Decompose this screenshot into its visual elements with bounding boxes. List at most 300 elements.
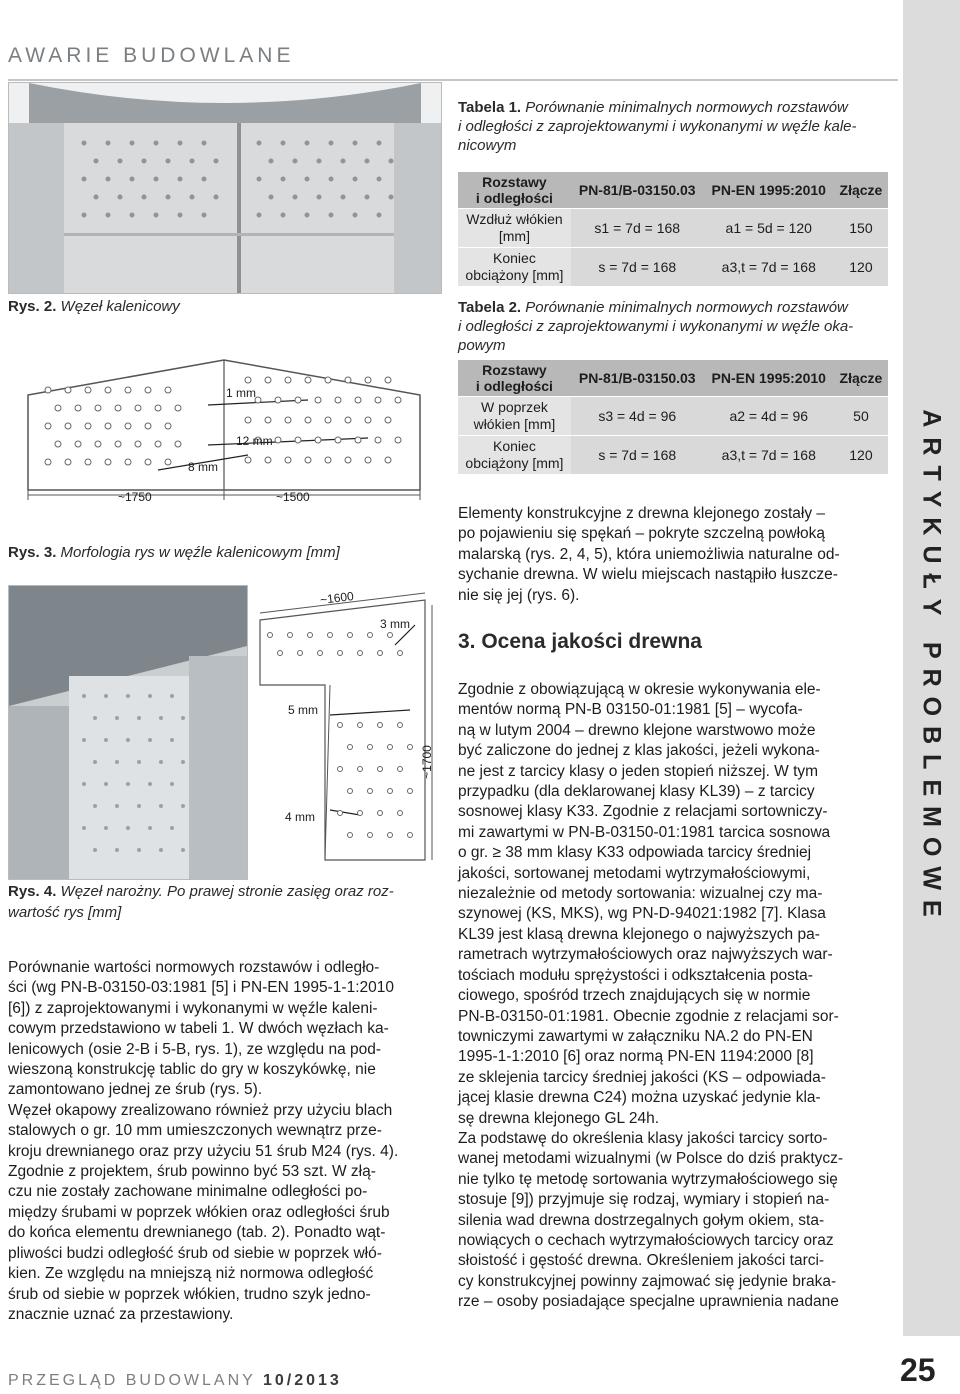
bolt-dot [348, 633, 353, 638]
right_text_b-line: jącej klasie drewna C24) można uzyskać jedynie kla- [458, 1089, 821, 1107]
journal-name: PRZEGLĄD BUDOWLANY [8, 1372, 256, 1389]
bolt-dot [170, 826, 174, 830]
bolt-dot [82, 694, 86, 698]
bolt-dot [265, 457, 271, 463]
bolt-dot [295, 437, 301, 443]
bolt-dot [181, 716, 185, 720]
bolt-dot [93, 804, 97, 808]
bolt-dot [94, 159, 99, 164]
bolt-dot [358, 723, 363, 728]
bolt-dot [105, 387, 111, 393]
left_text-line: Porównanie wartości normowych rozstawów i odległo- [8, 959, 380, 976]
bolt-dot [170, 694, 174, 698]
table-cell: s3 = 4d = 96 [598, 408, 677, 424]
bolt-dot [85, 387, 91, 393]
table-1-caption-line-1: Porównanie minimalnych normowych rozstawów [525, 99, 848, 116]
bolt-dot [348, 833, 353, 838]
bolt-dot [375, 437, 381, 443]
right_text_b-line: ne jest z tarcicy klasy o jeden stopień niższej. W tym [458, 762, 819, 780]
crack-label-8mm: 8 mm [188, 460, 218, 474]
left_text-line: stalowych o gr. 10 mm umieszczonych wewnątrz prze- [8, 1122, 382, 1140]
bolt-dot [82, 782, 86, 786]
bolt-dot [305, 377, 311, 383]
bolt-dot [375, 397, 381, 403]
dimension-side: ~1700 [419, 745, 434, 779]
bolt-dot [325, 417, 331, 423]
table-cell: s1 = 7d = 168 [594, 220, 681, 236]
left_text-line: [6]) z zaprojektowanymi i wykonanymi w węźle kaleni- [8, 999, 378, 1017]
bolt-dot [257, 213, 262, 218]
left_text-line: ści (wg PN-B-03150-03:1981 [5] i PN-EN 1995-1-1:2010 [8, 979, 394, 997]
table-header-cell: PN-81/B-03150.03 [571, 360, 704, 397]
bolt-dot [155, 441, 161, 447]
bolt-dot [118, 195, 123, 200]
bolt-dot [159, 760, 163, 764]
left_text-line: zamontowano jednej ze śrub (rys. 5). [8, 1081, 263, 1099]
bolt-dot [353, 141, 358, 146]
bolt-dot [82, 177, 87, 182]
bolt-dot [315, 437, 321, 443]
bolt-dot [165, 423, 171, 429]
table-1-caption-line-2: i odległości z zaprojektowanymi i wykonanymi w węźle kale- [458, 118, 857, 135]
bolt-dot [95, 441, 101, 447]
left_text-line: cowym przedstawiono w tabeli 1. W dwóch węzłach ka- [8, 1020, 389, 1038]
table-2-label: Tabela 2. [458, 299, 522, 316]
bolt-dot [45, 459, 51, 465]
table-cell: Koniec obciążony [mm] [458, 248, 571, 287]
bolt-dot [398, 723, 403, 728]
left_text-line: kien. Ze względu na mniejszą niż normowa odległość [8, 1265, 374, 1283]
table-header-cell: PN-EN 1995:2010 [704, 172, 834, 209]
bolt-dot [368, 789, 373, 794]
left_text-line: wieszoną konstrukcję tablic do gry w koszykówkę, nie [8, 1061, 376, 1079]
bolt-dot [166, 195, 171, 200]
bolt-dot [104, 782, 108, 786]
right_text_b-line: niezależnie od metody sortowania: wizualnej czy ma- [458, 885, 823, 903]
bolt-dot [385, 377, 391, 383]
crack-label-1mm: 1 mm [226, 386, 256, 400]
footer-journal [8, 1372, 342, 1390]
right-column-text-a [458, 504, 882, 606]
bolt-dot [395, 397, 401, 403]
bolt-dot [305, 141, 310, 146]
bolt-dot [377, 141, 382, 146]
right_text_a-line: Elementy konstrukcyjne z drewna klejonego zostały – [458, 505, 826, 522]
bolt-dot [137, 848, 141, 852]
bolt-dot [45, 387, 51, 393]
right_text_b-line: silenia wad drewna dostrzegalnych gołym okiem, sta- [458, 1211, 825, 1229]
bolt-dot [65, 459, 71, 465]
bolt-dot [130, 141, 135, 146]
bolt-dot [348, 789, 353, 794]
table-cell: a3,t = 7d = 168 [721, 259, 816, 275]
table-cell: a2 = 4d = 96 [729, 408, 809, 424]
bolt-dot [165, 387, 171, 393]
bolt-dot [106, 141, 111, 146]
bolt-dot [295, 397, 301, 403]
bolt-dot [338, 811, 343, 816]
bolt-dot [75, 441, 81, 447]
bolt-dot [305, 417, 311, 423]
bolt-dot [55, 441, 61, 447]
right_text_a-line: sychanie drewna. W wielu miejscach nastąpiło łuszcze- [458, 566, 838, 584]
bolt-dot [385, 457, 391, 463]
bolt-dot [281, 141, 286, 146]
bolt-dot [275, 437, 281, 443]
left_text-line: pliwości budzi odległość śrub od siebie w poprzek włó- [8, 1244, 382, 1262]
right_text_b-line: rze – osoby posiadające specjalne uprawnienia nadane [458, 1293, 839, 1311]
bolt-dot [329, 213, 334, 218]
bolt-dot [365, 159, 370, 164]
bolt-dot [115, 848, 119, 852]
bolt-dot [115, 760, 119, 764]
figure-4-diagram [250, 585, 440, 878]
bolt-dot [82, 141, 87, 146]
bolt-dot [115, 405, 121, 411]
bolt-dot [408, 745, 413, 750]
bolt-dot [358, 767, 363, 772]
left-column-text [8, 958, 432, 1325]
bolt-dot [328, 633, 333, 638]
bolt-dot [338, 767, 343, 772]
bolt-dot [377, 177, 382, 182]
bolt-dot [268, 633, 273, 638]
bolt-dot [137, 804, 141, 808]
bolt-dot [137, 716, 141, 720]
bolt-dot [65, 423, 71, 429]
bolt-dot [285, 457, 291, 463]
bolt-dot [115, 441, 121, 447]
dimension-right: ~1500 [276, 490, 310, 504]
figure-3-diagram [8, 350, 440, 535]
bolt-dot [125, 423, 131, 429]
bolt-dot [265, 377, 271, 383]
bolt-dot [137, 760, 141, 764]
bolt-dot [368, 833, 373, 838]
bolt-dot [388, 789, 393, 794]
bolt-dot [93, 760, 97, 764]
bolt-dot [130, 177, 135, 182]
figure-2-caption [8, 296, 180, 317]
right_text_b-line: nie tylko tę metodę sortowania wytrzymałościowego się [458, 1170, 838, 1188]
bolt-dot [257, 141, 262, 146]
bolt-dot [159, 804, 163, 808]
bolt-dot [365, 417, 371, 423]
bolt-dot [115, 716, 119, 720]
bolt-dot [166, 159, 171, 164]
table-1-caption-line-3: nicowym [458, 137, 517, 154]
section-3-heading: 3. Ocena jakości drewna [458, 630, 702, 653]
bolt-dot [126, 826, 130, 830]
figure-4-label: Rys. 4. [8, 883, 57, 900]
ridge-joint-photo [9, 83, 441, 293]
bolt-dot [308, 633, 313, 638]
bolt-dot [325, 377, 331, 383]
bolt-dot [281, 177, 286, 182]
bolt-dot [178, 177, 183, 182]
bolt-dot [148, 782, 152, 786]
table-header-cell: Złącze [834, 172, 888, 209]
bolt-dot [82, 213, 87, 218]
bolt-dot [278, 651, 283, 656]
table-row [458, 397, 888, 436]
bolt-dot [385, 417, 391, 423]
table-header-cell: Rozstawy i odległości [458, 360, 571, 397]
bolt-dot [345, 417, 351, 423]
bolt-dot [115, 804, 119, 808]
bolt-dot [269, 159, 274, 164]
bolt-dot [118, 159, 123, 164]
bolt-dot [159, 848, 163, 852]
table-cell: a3,t = 7d = 168 [721, 447, 816, 463]
bolt-dot [82, 738, 86, 742]
bolt-dot [389, 159, 394, 164]
bolt-dot [135, 441, 141, 447]
right_text_b-line: nowiących o cechach wytrzymałościowych tarcicy oraz [458, 1231, 834, 1249]
bolt-dot [126, 694, 130, 698]
bolt-dot [329, 141, 334, 146]
bolt-dot [281, 213, 286, 218]
right_text_b-line: ciowego, spośród trzech znajdujących się w normie [458, 987, 811, 1005]
bolt-dot [408, 789, 413, 794]
page-number: 25 [900, 1352, 936, 1388]
right_text_b-line: słoistość i gęstość drewna. Określeniem jakości tarci- [458, 1252, 825, 1270]
bolt-dot [338, 651, 343, 656]
bolt-dot [305, 213, 310, 218]
bolt-dot [154, 177, 159, 182]
bolt-dot [269, 195, 274, 200]
bolt-dot [318, 651, 323, 656]
bolt-dot [65, 387, 71, 393]
left_text-line: do końca elementu drewnianego (tab. 2). Ponadto wąt- [8, 1224, 386, 1242]
right_text_a-line: nie się jej (rys. 6). [458, 586, 580, 604]
bolt-dot [353, 213, 358, 218]
bolt-dot [190, 195, 195, 200]
bolt-dot [214, 159, 219, 164]
bolt-dot [257, 177, 262, 182]
bolt-dot [181, 804, 185, 808]
bolt-dot [358, 811, 363, 816]
bolt-dot [130, 213, 135, 218]
right_text_b-line: cy konstrukcyjnej powinny zajmować się jedynie braka- [458, 1272, 837, 1290]
bolt-dot [106, 177, 111, 182]
side-band-label: ARTYKUŁY PROBLEMOWE [917, 409, 946, 927]
dimension-top: ~1600 [319, 588, 355, 608]
bolt-dot [93, 716, 97, 720]
right-column-text-b [458, 680, 882, 1313]
right_text_b-line: Zgodnie z obowiązującą w okresie wykonywania ele- [458, 681, 821, 698]
section-header: AWARIE BUDOWLANE [8, 44, 295, 67]
right_text_b-line: towniczymi zawartymi w załączniku NA.2 do PN-EN [458, 1027, 813, 1045]
bolt-dot [325, 457, 331, 463]
bolt-dot [181, 848, 185, 852]
bolt-dot [148, 738, 152, 742]
figure-4-photo [8, 585, 248, 880]
bolt-dot [365, 377, 371, 383]
bolt-dot [317, 159, 322, 164]
figure-4-text: Węzeł narożny. Po prawej stronie zasięg oraz roz- [60, 883, 394, 900]
bolt-dot [377, 213, 382, 218]
right_text_b-line: jakości, sortowanej metodami wytrzymałościowymi, [458, 864, 811, 882]
table-header-cell: Złącze [834, 360, 888, 397]
table-header-cell: PN-81/B-03150.03 [571, 172, 704, 209]
bolt-dot [378, 651, 383, 656]
right_text_b-line: Za podstawę do określenia klasy jakości tarcicy sorto- [458, 1129, 828, 1147]
table-cell: 150 [849, 220, 873, 236]
right_text_b-line: o gr. ≥ 38 mm klasy K33 odpowiada tarcicy średniej [458, 844, 812, 862]
table-1-caption [458, 98, 888, 155]
bolt-dot [275, 397, 281, 403]
right_text_b-line: ną w lutym 2004 – drewno klejone warstwowo może [458, 721, 816, 739]
bolt-dot [125, 459, 131, 465]
right_text_a-line: po pojawieniu się spękań – pokryte szczelną powłoką [458, 525, 826, 543]
bolt-dot [378, 767, 383, 772]
left_text-line: Zgodnie z projektem, śrub powinno być 53 szt. W złą- [8, 1163, 376, 1181]
figure-3-text: Morfologia rys w węźle kalenicowym [mm] [60, 544, 340, 561]
bolt-dot [202, 213, 207, 218]
bolt-dot [305, 177, 310, 182]
bolt-dot [368, 745, 373, 750]
bolt-dot [245, 457, 251, 463]
right_text_b-line: przypadku (dla deklarowanej klasy KL39) – z tarcicy [458, 783, 815, 801]
figure-4-text-2: wartość rys [mm] [8, 904, 122, 921]
bolt-dot [190, 159, 195, 164]
bolt-dot [388, 833, 393, 838]
table-1-label: Tabela 1. [458, 99, 522, 116]
table-cell: a1 = 5d = 120 [725, 220, 812, 236]
bolt-dot [75, 405, 81, 411]
left_text-line: czu nie zostały zachowane minimalne odległości po- [8, 1183, 368, 1201]
table-cell: Wzdłuż włókien [mm] [458, 209, 571, 248]
right_text_b-line: PN-B-03150-01:1981. Obecnie zgodnie z relacjami sor- [458, 1007, 839, 1025]
table-header-cell: Rozstawy i odległości [458, 172, 571, 209]
table-cell: 120 [849, 447, 873, 463]
bolt-dot [353, 177, 358, 182]
bolt-dot [341, 159, 346, 164]
table-cell: W poprzek włókien [mm] [458, 397, 571, 436]
bolt-dot [245, 377, 251, 383]
bolt-dot [298, 651, 303, 656]
bolt-dot [104, 694, 108, 698]
figure-2-photo [8, 82, 442, 294]
bolt-dot [142, 195, 147, 200]
left_text-line: lenicowych (osie 2-B i 5-B, rys. 1), ze względu na pod- [8, 1040, 382, 1058]
crack-label-5mm: 5 mm [288, 703, 318, 717]
bolt-dot [126, 738, 130, 742]
bolt-dot [178, 213, 183, 218]
bolt-dot [398, 767, 403, 772]
bolt-dot [145, 387, 151, 393]
bolt-dot [265, 417, 271, 423]
right_text_b-line: stosuje [9]) przyjmuje się rodzaj, wymiary i stopień na- [458, 1191, 830, 1209]
bolt-dot [94, 195, 99, 200]
bolt-dot [145, 459, 151, 465]
bolt-dot [398, 811, 403, 816]
bolt-dot [106, 213, 111, 218]
bolt-dot [398, 651, 403, 656]
bolt-dot [388, 633, 393, 638]
bolt-dot [348, 745, 353, 750]
crack-label-12mm: 12 mm [236, 434, 273, 448]
bolt-dot [95, 405, 101, 411]
bolt-dot [293, 159, 298, 164]
right_text_b-line: szynowej (KS, MKS), wg PN-D-94021:1982 [7]. Klasa [458, 905, 826, 923]
bolt-dot [104, 826, 108, 830]
crack-label-3mm: 3 mm [380, 617, 410, 631]
bolt-dot [104, 738, 108, 742]
bolt-dot [105, 459, 111, 465]
table-cell: s = 7d = 168 [598, 259, 677, 275]
bolt-dot [378, 723, 383, 728]
right_text_a-line: malarską (rys. 2, 4, 5), która uniemożliwia naturalne od- [458, 545, 840, 563]
bolt-dot [288, 633, 293, 638]
bolt-dot [170, 782, 174, 786]
left_text-line: znacznie uznać za przestawiony. [8, 1305, 234, 1323]
table-2-caption-line-3: powym [458, 337, 506, 354]
bolt-dot [338, 723, 343, 728]
bolt-dot [345, 457, 351, 463]
bolt-dot [154, 141, 159, 146]
bolt-dot [145, 423, 151, 429]
table-row [458, 209, 888, 248]
table-cell: 50 [853, 408, 869, 424]
bolt-dot [142, 159, 147, 164]
right_text_b-line: KL39 jest klasą drewna klejonego o najwyższych pa- [458, 925, 820, 943]
bolt-dot [159, 716, 163, 720]
right_text_b-line: tościach modułu sprężystości i odkształcenia posta- [458, 966, 813, 984]
bolt-dot [285, 377, 291, 383]
bolt-dot [395, 437, 401, 443]
bolt-dot [368, 633, 373, 638]
bolt-dot [155, 405, 161, 411]
bolt-dot [148, 694, 152, 698]
bolt-dot [315, 397, 321, 403]
dimension-left: ~1750 [118, 490, 152, 504]
bolt-dot [45, 423, 51, 429]
bolt-dot [335, 437, 341, 443]
right_text_b-line: 1995-1-1:2010 [6] oraz normą PN-EN 1194:2000 [8] [458, 1048, 814, 1066]
header-divider [8, 79, 898, 81]
left_text-line: śrub od siebie w poprzek włókien, trudno szyk jedno- [8, 1285, 371, 1303]
right_text_b-line: wanej metodami wizualnymi (w Polsce do dziś praktycz- [458, 1150, 844, 1168]
bolt-dot [175, 405, 181, 411]
bolt-dot [214, 195, 219, 200]
bolt-dot [355, 437, 361, 443]
bolt-dot [165, 459, 171, 465]
bolt-dot [148, 826, 152, 830]
table-row [458, 248, 888, 287]
journal-issue: 10/2013 [262, 1372, 342, 1389]
bolt-dot [126, 782, 130, 786]
bolt-dot [358, 651, 363, 656]
table-cell: 120 [849, 259, 873, 275]
figure-3-label: Rys. 3. [8, 544, 57, 561]
bolt-dot [170, 738, 174, 742]
bolt-dot [154, 213, 159, 218]
table-header-cell: PN-EN 1995:2010 [704, 360, 834, 397]
bolt-dot [135, 405, 141, 411]
left_text-line: kroju drewnianego oraz przy użyciu 51 śrub M24 (rys. 4). [8, 1142, 399, 1160]
right_text_b-line: ze sklejenia tarcicy średniej jakości (KS – odpowiada- [458, 1068, 826, 1086]
bolt-dot [389, 195, 394, 200]
bolt-dot [55, 405, 61, 411]
crack-label-4mm: 4 mm [285, 810, 315, 824]
bolt-dot [202, 141, 207, 146]
right_text_b-line: sę drewna klejonego GL 24h. [458, 1109, 660, 1127]
figure-4-caption [8, 881, 438, 923]
table-2-caption [458, 298, 888, 355]
left_text-line: Węzeł okapowy zrealizowano również przy użyciu blach [8, 1101, 393, 1119]
